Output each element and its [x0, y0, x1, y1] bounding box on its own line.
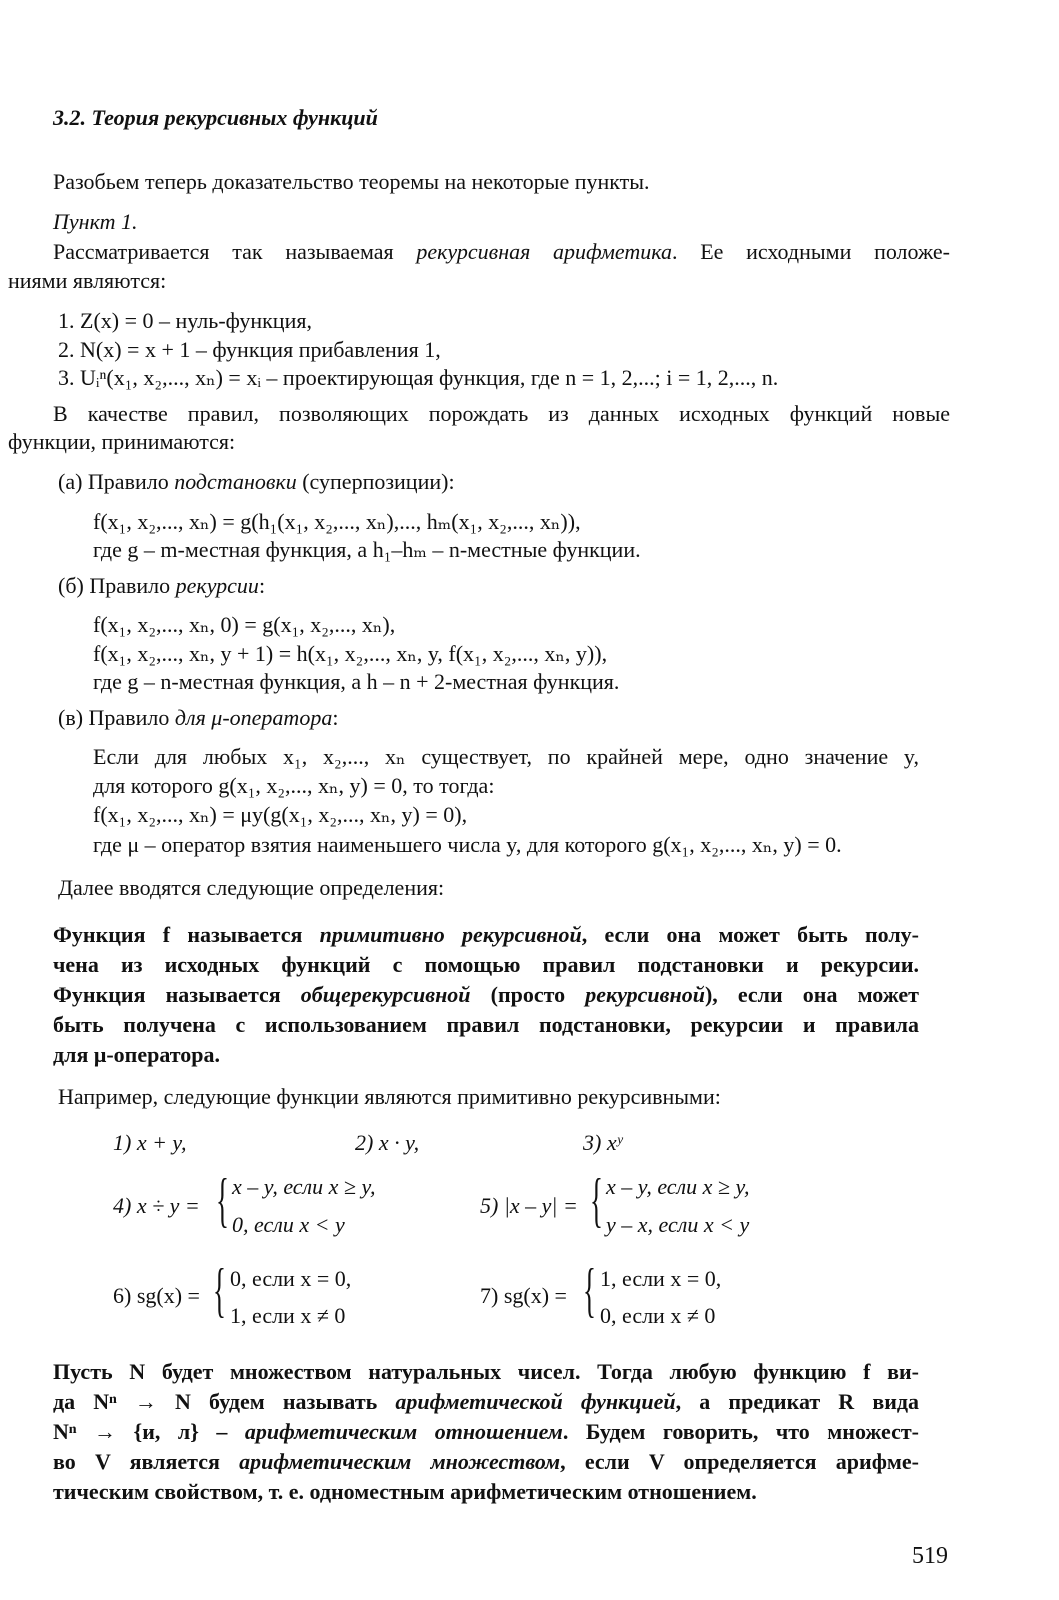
rule-b-where: где g – n-местная функция, а h – n + 2-местная функция.	[93, 669, 620, 694]
rule-c-line-1: Если для любых x₁, x₂,..., xₙ существует, по крайней мере, одно значение y,	[93, 744, 919, 769]
rule-c-where: где μ – оператор взятия наименьшего числа y, для которого g(x₁, x₂,..., xₙ, y) = 0.	[93, 832, 842, 857]
para1-line1: Рассматривается так называемая рекурсивная арифметика. Ее исходными положе-	[53, 239, 950, 264]
para2-line1: В качестве правил, позволяющих порождать из данных исходных функций новые	[53, 401, 950, 426]
rule-b-formula-1: f(x₁, x₂,..., xₙ, 0) = g(x₁, x₂,..., xₙ),	[93, 612, 396, 637]
para1-line2: ниями являются:	[8, 268, 167, 293]
example-5-case-2: y – x, если x < y	[606, 1212, 750, 1237]
examples-intro: Например, следующие функции являются примитивно рекурсивными:	[58, 1084, 721, 1109]
example-1: 1) x + y,	[113, 1130, 187, 1155]
example-5-brace: {	[590, 1167, 603, 1233]
definition-line-1: Функция f называется примитивно рекурсивной, если она может быть полу-	[53, 922, 919, 947]
final-line-1: Пусть N будет множеством натуральных чисел. Тогда любую функцию f ви-	[53, 1359, 919, 1384]
initial-function-3: 3. Uᵢⁿ(x₁, x₂,..., xₙ) = xᵢ – проектирующая функция, где n = 1, 2,...; i = 1, 2,..., n.	[58, 365, 779, 390]
final-line-4: во V является арифметическим множеством, если V определяется арифме-	[53, 1449, 919, 1474]
rule-b-label: (б) Правило рекурсии:	[58, 573, 266, 598]
final-line-2: да Nⁿ → N будем называть арифметической функцией, а предикат R вида	[53, 1389, 920, 1414]
definition-line-3: Функция называется общерекурсивной (просто рекурсивной), если она может	[53, 982, 919, 1007]
example-4-case-1: x – y, если x ≥ y,	[232, 1174, 376, 1199]
example-5-case-1: x – y, если x ≥ y,	[606, 1174, 750, 1199]
definition-line-5: для μ-оператора.	[53, 1042, 221, 1067]
para2-line2: функции, принимаются:	[8, 429, 236, 454]
example-4-label: 4) x ÷ y =	[113, 1193, 200, 1218]
initial-function-1: 1. Z(x) = 0 – нуль-функция,	[58, 308, 312, 333]
rule-b-formula-2: f(x₁, x₂,..., xₙ, y + 1) = h(x₁, x₂,..., xₙ, y, f(x₁, x₂,..., xₙ, y)),	[93, 641, 608, 666]
definition-line-2: чена из исходных функций с помощью правил подстановки и рекурсии.	[53, 952, 919, 977]
example-4-case-2: 0, если x < y	[232, 1212, 345, 1237]
example-6-case-1: 0, если x = 0,	[230, 1266, 352, 1291]
rule-a-label: (а) Правило подстановки (суперпозиции):	[58, 469, 455, 494]
rule-a-formula: f(x₁, x₂,..., xₙ) = g(h₁(x₁, x₂,..., xₙ),..., hₘ(x₁, x₂,..., xₙ)),	[93, 509, 581, 534]
example-4-brace: {	[216, 1167, 229, 1233]
definitions-intro: Далее вводятся следующие определения:	[58, 875, 445, 900]
section-title: 3.2. Теория рекурсивных функций	[53, 105, 378, 130]
example-6-case-2: 1, если x ≠ 0	[230, 1303, 346, 1328]
example-7-case-1: 1, если x = 0,	[600, 1266, 722, 1291]
example-6-label: 6) sg(x) =	[113, 1283, 200, 1308]
example-6-brace: {	[213, 1257, 226, 1323]
final-line-5: тическим свойством, т. е. одноместным арифметическим отношением.	[53, 1479, 757, 1504]
definition-line-4: быть получена с использованием правил подстановки, рекурсии и правила	[53, 1012, 919, 1037]
rule-c-label: (в) Правило для μ-оператора:	[58, 705, 339, 730]
example-7-label: 7) sg(x) =	[480, 1283, 567, 1308]
example-3: 3) xʸ	[583, 1130, 623, 1155]
intro-text: Разобьем теперь доказательство теоремы на некоторые пункты.	[53, 169, 650, 194]
example-2: 2) x · y,	[355, 1130, 420, 1155]
point-label: Пункт 1.	[53, 209, 138, 234]
example-7-brace: {	[583, 1257, 596, 1323]
initial-function-2: 2. N(x) = x + 1 – функция прибавления 1,	[58, 337, 441, 362]
final-line-3: Nⁿ → {и, л} – арифметическим отношением. Будем говорить, что множест-	[53, 1419, 919, 1444]
rule-c-line-2: для которого g(x₁, x₂,..., xₙ, y) = 0, то тогда:	[93, 773, 495, 798]
rule-c-formula: f(x₁, x₂,..., xₙ) = μy(g(x₁, x₂,..., xₙ, y) = 0),	[93, 802, 468, 827]
example-7-case-2: 0, если x ≠ 0	[600, 1303, 716, 1328]
example-5-label: 5) |x – y| =	[480, 1193, 578, 1218]
rule-a-where: где g – m-местная функция, а h₁–hₘ – n-местные функции.	[93, 537, 641, 562]
page-number: 519	[912, 1543, 948, 1569]
